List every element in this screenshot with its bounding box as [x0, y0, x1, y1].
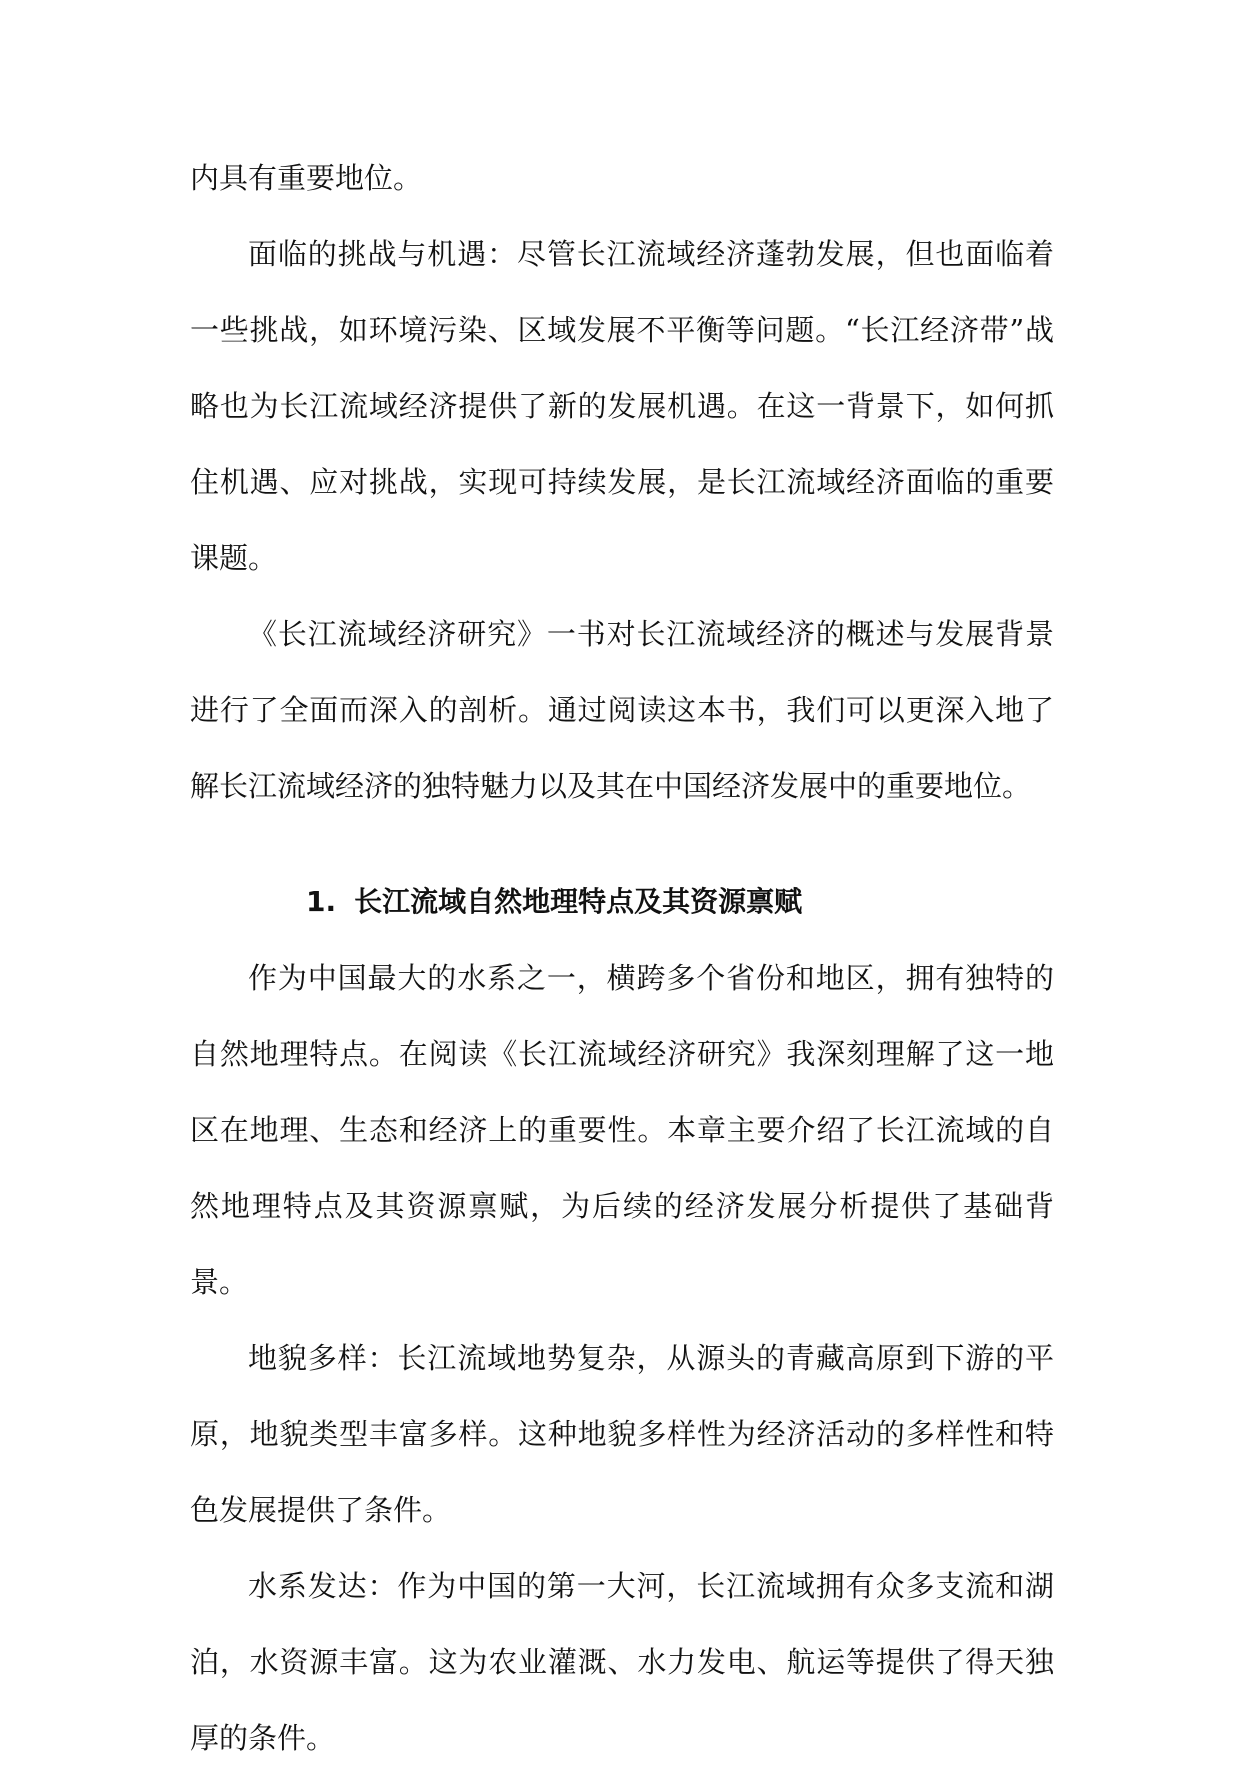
paragraph-challenges-opportunities: 面临的挑战与机遇：尽管长江流域经济蓬勃发展，但也面临着一些挑战，如环境污染、区域发展不平衡等问题。“长江经济带”战略也为长江流域经济提供了新的发展机遇。在这一背景下，如何抓住机遇、应对挑战，实现可持续发展，是长江流域经济面临的重要课题。	[190, 237, 1054, 575]
paragraph-book-summary: 《长江流域经济研究》一书对长江流域经济的概述与发展背景进行了全面而深入的剖析。通过阅读这本书，我们可以更深入地了解长江流域经济的独特魅力以及其在中国经济发展中的重要地位。	[190, 617, 1054, 803]
paragraph-section-intro: 作为中国最大的水系之一，横跨多个省份和地区，拥有独特的自然地理特点。在阅读《长江流域经济研究》我深刻理解了这一地区在地理、生态和经济上的重要性。本章主要介绍了长江流域的自然地理特点及其资源禀赋，为后续的经济发展分析提供了基础背景。	[190, 961, 1054, 1299]
paragraph-continuation: 内具有重要地位。	[190, 161, 423, 195]
paragraph-water-system: 水系发达：作为中国的第一大河，长江流域拥有众多支流和湖泊，水资源丰富。这为农业灌溉、水力发电、航运等提供了得天独厚的条件。	[190, 1569, 1054, 1755]
document-body	[190, 140, 1054, 1776]
paragraph-landform-diversity: 地貌多样：长江流域地势复杂，从源头的青藏高原到下游的平原，地貌类型丰富多样。这种地貌多样性为经济活动的多样性和特色发展提供了条件。	[190, 1341, 1054, 1527]
section-heading	[190, 864, 1054, 940]
section-title: 长江流域自然地理特点及其资源禀赋	[354, 885, 803, 918]
section-number: 1.	[306, 885, 337, 918]
